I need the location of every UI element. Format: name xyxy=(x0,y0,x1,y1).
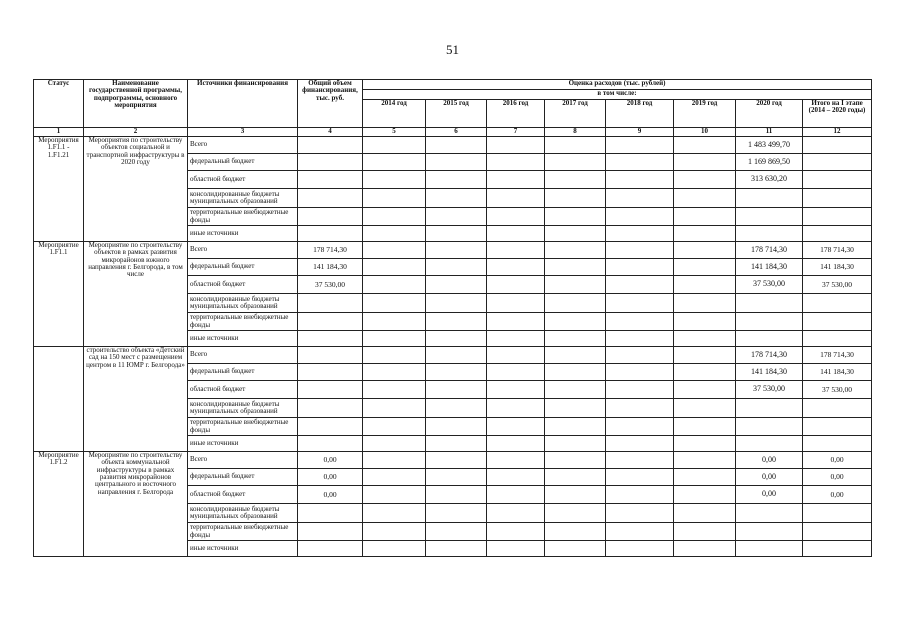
year-value-empty xyxy=(426,399,487,418)
row-name-kindergarten-object: строительство объекта «Детский сад на 150 мест с размещением центром в 11 ЮМР г. Белгорода» xyxy=(84,347,188,452)
value-2020 xyxy=(736,208,803,226)
value-2020: 313 630,20 xyxy=(736,171,803,189)
year-value-empty xyxy=(545,259,606,276)
header-status: Статус xyxy=(34,80,84,128)
year-value-empty xyxy=(363,242,426,259)
column-number: 2 xyxy=(84,128,188,137)
year-value-empty xyxy=(606,276,674,294)
year-value-empty xyxy=(674,259,736,276)
year-value-empty xyxy=(426,259,487,276)
year-value-empty xyxy=(487,154,545,171)
column-number: 5 xyxy=(363,128,426,137)
year-value-empty xyxy=(674,226,736,242)
header-year-2017: 2017 год xyxy=(545,100,606,128)
year-value-empty xyxy=(606,347,674,364)
year-value-empty xyxy=(545,208,606,226)
stage-total-value: 37 530,00 xyxy=(803,381,872,399)
total-value: 0,00 xyxy=(298,452,363,469)
total-value xyxy=(298,541,363,557)
year-value-empty xyxy=(606,381,674,399)
stage-total-value xyxy=(803,504,872,523)
year-value-empty xyxy=(363,486,426,504)
total-value: 141 184,30 xyxy=(298,259,363,276)
year-value-empty xyxy=(606,226,674,242)
stage-total-value xyxy=(803,399,872,418)
row-status-measure-f1-2: Мероприятие 1.F1.2 xyxy=(34,452,84,557)
total-value xyxy=(298,226,363,242)
source-label: федеральный бюджет xyxy=(188,469,298,486)
stage-total-value xyxy=(803,541,872,557)
year-value-empty xyxy=(363,418,426,436)
year-value-empty xyxy=(606,541,674,557)
year-value-empty xyxy=(606,399,674,418)
year-value-empty xyxy=(606,418,674,436)
year-value-empty xyxy=(363,276,426,294)
page-number: 51 xyxy=(446,42,459,57)
source-label: федеральный бюджет xyxy=(188,364,298,381)
table-row xyxy=(34,242,872,259)
year-value-empty xyxy=(545,436,606,452)
year-value-empty xyxy=(545,154,606,171)
year-value-empty xyxy=(674,436,736,452)
value-2020: 141 184,30 xyxy=(736,364,803,381)
year-value-empty xyxy=(545,189,606,208)
value-2020: 0,00 xyxy=(736,469,803,486)
source-label: областной бюджет xyxy=(188,381,298,399)
value-2020: 178 714,30 xyxy=(736,347,803,364)
source-label: территориальные внебюджетные фонды xyxy=(188,313,298,331)
header-stage-total: Итого на I этапе (2014 – 2020 годы) xyxy=(803,100,872,128)
stage-total-value xyxy=(803,154,872,171)
year-value-empty xyxy=(363,171,426,189)
year-value-empty xyxy=(545,523,606,541)
column-number: 1 xyxy=(34,128,84,137)
year-value-empty xyxy=(363,208,426,226)
row-status-measure-f1-1: Мероприятие 1.F1.1 xyxy=(34,242,84,347)
value-2020 xyxy=(736,504,803,523)
year-value-empty xyxy=(487,294,545,313)
stage-total-value xyxy=(803,171,872,189)
source-label: областной бюджет xyxy=(188,486,298,504)
value-2020: 0,00 xyxy=(736,452,803,469)
year-value-empty xyxy=(674,276,736,294)
stage-total-value xyxy=(803,313,872,331)
total-value xyxy=(298,347,363,364)
year-value-empty xyxy=(606,294,674,313)
source-label: иные источники xyxy=(188,226,298,242)
total-value xyxy=(298,418,363,436)
year-value-empty xyxy=(363,331,426,347)
column-number: 9 xyxy=(606,128,674,137)
stage-total-value xyxy=(803,208,872,226)
value-2020: 0,00 xyxy=(736,486,803,504)
row-status-all-measures: Мероприятия 1.F1.1 - 1.F1.21 xyxy=(34,137,84,242)
year-value-empty xyxy=(606,154,674,171)
total-value xyxy=(298,189,363,208)
total-value xyxy=(298,364,363,381)
year-value-empty xyxy=(487,436,545,452)
year-value-empty xyxy=(674,171,736,189)
budget-table xyxy=(33,79,872,557)
stage-total-value xyxy=(803,331,872,347)
year-value-empty xyxy=(487,523,545,541)
year-value-empty xyxy=(606,504,674,523)
value-2020 xyxy=(736,313,803,331)
year-value-empty xyxy=(426,208,487,226)
year-value-empty xyxy=(363,294,426,313)
year-value-empty xyxy=(545,137,606,154)
year-value-empty xyxy=(487,541,545,557)
stage-total-value: 0,00 xyxy=(803,486,872,504)
year-value-empty xyxy=(426,504,487,523)
total-value xyxy=(298,331,363,347)
value-2020: 37 530,00 xyxy=(736,381,803,399)
header-name: Наименование государственной программы, подпрограммы, основного мероприятия xyxy=(84,80,188,128)
header-year-2018: 2018 год xyxy=(606,100,674,128)
year-value-empty xyxy=(426,486,487,504)
stage-total-value: 37 530,00 xyxy=(803,276,872,294)
year-value-empty xyxy=(674,137,736,154)
year-value-empty xyxy=(363,436,426,452)
year-value-empty xyxy=(606,486,674,504)
value-2020: 178 714,30 xyxy=(736,242,803,259)
year-value-empty xyxy=(545,469,606,486)
year-value-empty xyxy=(606,137,674,154)
source-label: консолидированные бюджеты муниципальных образований xyxy=(188,294,298,313)
year-value-empty xyxy=(545,399,606,418)
row-name-measure-f1-1: Мероприятие по строительству объектов в рамках развития микрорайонов южного направления г. Белгорода, в том числе xyxy=(84,242,188,347)
column-number: 7 xyxy=(487,128,545,137)
row-name-all-measures: Мероприятия по строительству объектов социальной и транспортной инфраструктуры в 2020 году xyxy=(84,137,188,242)
value-2020: 37 530,00 xyxy=(736,276,803,294)
year-value-empty xyxy=(426,137,487,154)
year-value-empty xyxy=(674,486,736,504)
year-value-empty xyxy=(606,523,674,541)
source-label: консолидированные бюджеты муниципальных образований xyxy=(188,399,298,418)
year-value-empty xyxy=(606,189,674,208)
year-value-empty xyxy=(674,242,736,259)
source-label: консолидированные бюджеты муниципальных образований xyxy=(188,189,298,208)
column-number: 12 xyxy=(803,128,872,137)
source-label: Всего xyxy=(188,347,298,364)
source-label: территориальные внебюджетные фонды xyxy=(188,208,298,226)
year-value-empty xyxy=(545,242,606,259)
total-value xyxy=(298,523,363,541)
stage-total-value xyxy=(803,418,872,436)
year-value-empty xyxy=(363,504,426,523)
value-2020 xyxy=(736,436,803,452)
column-number: 11 xyxy=(736,128,803,137)
total-value: 0,00 xyxy=(298,469,363,486)
year-value-empty xyxy=(426,436,487,452)
year-value-empty xyxy=(606,171,674,189)
column-number: 3 xyxy=(188,128,298,137)
stage-total-value: 0,00 xyxy=(803,452,872,469)
year-value-empty xyxy=(363,189,426,208)
table-body xyxy=(34,137,872,557)
year-value-empty xyxy=(363,399,426,418)
year-value-empty xyxy=(674,294,736,313)
year-value-empty xyxy=(606,364,674,381)
year-value-empty xyxy=(487,418,545,436)
year-value-empty xyxy=(426,154,487,171)
stage-total-value: 0,00 xyxy=(803,469,872,486)
year-value-empty xyxy=(545,418,606,436)
header-year-2014: 2014 год xyxy=(363,100,426,128)
stage-total-value xyxy=(803,226,872,242)
column-number: 8 xyxy=(545,128,606,137)
total-value xyxy=(298,208,363,226)
stage-total-value xyxy=(803,189,872,208)
year-value-empty xyxy=(606,242,674,259)
year-value-empty xyxy=(487,452,545,469)
year-value-empty xyxy=(426,469,487,486)
year-value-empty xyxy=(426,452,487,469)
year-value-empty xyxy=(545,452,606,469)
year-value-empty xyxy=(426,541,487,557)
source-label: иные источники xyxy=(188,436,298,452)
year-value-empty xyxy=(487,381,545,399)
total-value xyxy=(298,504,363,523)
table-row xyxy=(34,347,872,364)
year-value-empty xyxy=(363,259,426,276)
year-value-empty xyxy=(363,347,426,364)
year-value-empty xyxy=(487,189,545,208)
year-value-empty xyxy=(674,469,736,486)
total-value xyxy=(298,399,363,418)
year-value-empty xyxy=(545,171,606,189)
year-value-empty xyxy=(606,452,674,469)
year-value-empty xyxy=(545,486,606,504)
value-2020 xyxy=(736,331,803,347)
year-value-empty xyxy=(674,347,736,364)
year-value-empty xyxy=(674,504,736,523)
year-value-empty xyxy=(487,208,545,226)
year-value-empty xyxy=(606,331,674,347)
year-value-empty xyxy=(426,226,487,242)
stage-total-value xyxy=(803,523,872,541)
value-2020: 141 184,30 xyxy=(736,259,803,276)
source-label: консолидированные бюджеты муниципальных образований xyxy=(188,504,298,523)
value-2020: 1 483 499,70 xyxy=(736,137,803,154)
year-value-empty xyxy=(674,331,736,347)
year-value-empty xyxy=(545,331,606,347)
year-value-empty xyxy=(674,418,736,436)
total-value xyxy=(298,381,363,399)
value-2020 xyxy=(736,226,803,242)
year-value-empty xyxy=(487,242,545,259)
source-label: Всего xyxy=(188,242,298,259)
year-value-empty xyxy=(674,523,736,541)
header-total: Общий объем финансирования, тыс. руб. xyxy=(298,80,363,128)
year-value-empty xyxy=(426,381,487,399)
year-value-empty xyxy=(426,364,487,381)
stage-total-value: 178 714,30 xyxy=(803,242,872,259)
year-value-empty xyxy=(426,189,487,208)
year-value-empty xyxy=(426,171,487,189)
year-value-empty xyxy=(363,137,426,154)
year-value-empty xyxy=(674,313,736,331)
year-value-empty xyxy=(674,541,736,557)
year-value-empty xyxy=(487,504,545,523)
total-value xyxy=(298,171,363,189)
source-label: областной бюджет xyxy=(188,276,298,294)
row-name-measure-f1-2: Мероприятие по строительству объекта коммунальной инфраструктуры в рамках развития микрорайонов центрального и восточного направления г. Белгорода xyxy=(84,452,188,557)
total-value xyxy=(298,313,363,331)
year-value-empty xyxy=(363,541,426,557)
value-2020 xyxy=(736,523,803,541)
source-label: территориальные внебюджетные фонды xyxy=(188,418,298,436)
year-value-empty xyxy=(426,276,487,294)
year-value-empty xyxy=(545,541,606,557)
year-value-empty xyxy=(545,347,606,364)
year-value-empty xyxy=(674,154,736,171)
header-year-2015: 2015 год xyxy=(426,100,487,128)
year-value-empty xyxy=(674,381,736,399)
year-value-empty xyxy=(545,381,606,399)
year-value-empty xyxy=(363,226,426,242)
value-2020 xyxy=(736,541,803,557)
year-value-empty xyxy=(487,469,545,486)
table-row xyxy=(34,137,872,154)
column-number: 10 xyxy=(674,128,736,137)
year-value-empty xyxy=(363,523,426,541)
year-value-empty xyxy=(545,276,606,294)
year-value-empty xyxy=(674,189,736,208)
source-label: иные источники xyxy=(188,331,298,347)
year-value-empty xyxy=(426,313,487,331)
year-value-empty xyxy=(426,294,487,313)
source-label: иные источники xyxy=(188,541,298,557)
value-2020 xyxy=(736,399,803,418)
header-year-2019: 2019 год xyxy=(674,100,736,128)
total-value xyxy=(298,294,363,313)
year-value-empty xyxy=(363,452,426,469)
year-value-empty xyxy=(487,226,545,242)
year-value-empty xyxy=(487,347,545,364)
stage-total-value xyxy=(803,436,872,452)
total-value: 0,00 xyxy=(298,486,363,504)
source-label: Всего xyxy=(188,137,298,154)
year-value-empty xyxy=(363,381,426,399)
year-value-empty xyxy=(545,504,606,523)
year-value-empty xyxy=(426,242,487,259)
year-value-empty xyxy=(487,313,545,331)
row-status-kindergarten-object xyxy=(34,347,84,452)
stage-total-value: 141 184,30 xyxy=(803,364,872,381)
year-value-empty xyxy=(426,347,487,364)
year-value-empty xyxy=(674,208,736,226)
year-value-empty xyxy=(487,276,545,294)
year-value-empty xyxy=(487,399,545,418)
stage-total-value xyxy=(803,294,872,313)
year-value-empty xyxy=(674,364,736,381)
source-label: областной бюджет xyxy=(188,171,298,189)
year-value-empty xyxy=(606,313,674,331)
year-value-empty xyxy=(545,226,606,242)
year-value-empty xyxy=(487,331,545,347)
total-value xyxy=(298,137,363,154)
source-label: федеральный бюджет xyxy=(188,259,298,276)
total-value: 178 714,30 xyxy=(298,242,363,259)
year-value-empty xyxy=(674,399,736,418)
total-value xyxy=(298,436,363,452)
value-2020 xyxy=(736,294,803,313)
year-value-empty xyxy=(426,418,487,436)
source-label: федеральный бюджет xyxy=(188,154,298,171)
value-2020: 1 169 869,50 xyxy=(736,154,803,171)
year-value-empty xyxy=(487,364,545,381)
year-value-empty xyxy=(487,486,545,504)
year-value-empty xyxy=(363,313,426,331)
year-value-empty xyxy=(545,313,606,331)
table-row xyxy=(34,452,872,469)
year-value-empty xyxy=(426,331,487,347)
stage-total-value: 141 184,30 xyxy=(803,259,872,276)
total-value xyxy=(298,154,363,171)
year-value-empty xyxy=(363,154,426,171)
year-value-empty xyxy=(545,294,606,313)
year-value-empty xyxy=(606,259,674,276)
year-value-empty xyxy=(606,469,674,486)
year-value-empty xyxy=(674,452,736,469)
year-value-empty xyxy=(545,364,606,381)
year-value-empty xyxy=(363,469,426,486)
header-sources: Источники финансирования xyxy=(188,80,298,128)
stage-total-value: 178 714,30 xyxy=(803,347,872,364)
year-value-empty xyxy=(606,208,674,226)
header-including: в том числе: xyxy=(363,90,872,100)
source-label: Всего xyxy=(188,452,298,469)
year-value-empty xyxy=(487,259,545,276)
year-value-empty xyxy=(606,436,674,452)
header-estimate: Оценка расходов (тыс. рублей) xyxy=(363,80,872,90)
year-value-empty xyxy=(363,364,426,381)
column-number: 4 xyxy=(298,128,363,137)
total-value: 37 530,00 xyxy=(298,276,363,294)
source-label: территориальные внебюджетные фонды xyxy=(188,523,298,541)
year-value-empty xyxy=(426,523,487,541)
value-2020 xyxy=(736,418,803,436)
column-number: 6 xyxy=(426,128,487,137)
header-year-2016: 2016 год xyxy=(487,100,545,128)
year-value-empty xyxy=(487,137,545,154)
year-value-empty xyxy=(487,171,545,189)
stage-total-value xyxy=(803,137,872,154)
header-year-2020: 2020 год xyxy=(736,100,803,128)
value-2020 xyxy=(736,189,803,208)
